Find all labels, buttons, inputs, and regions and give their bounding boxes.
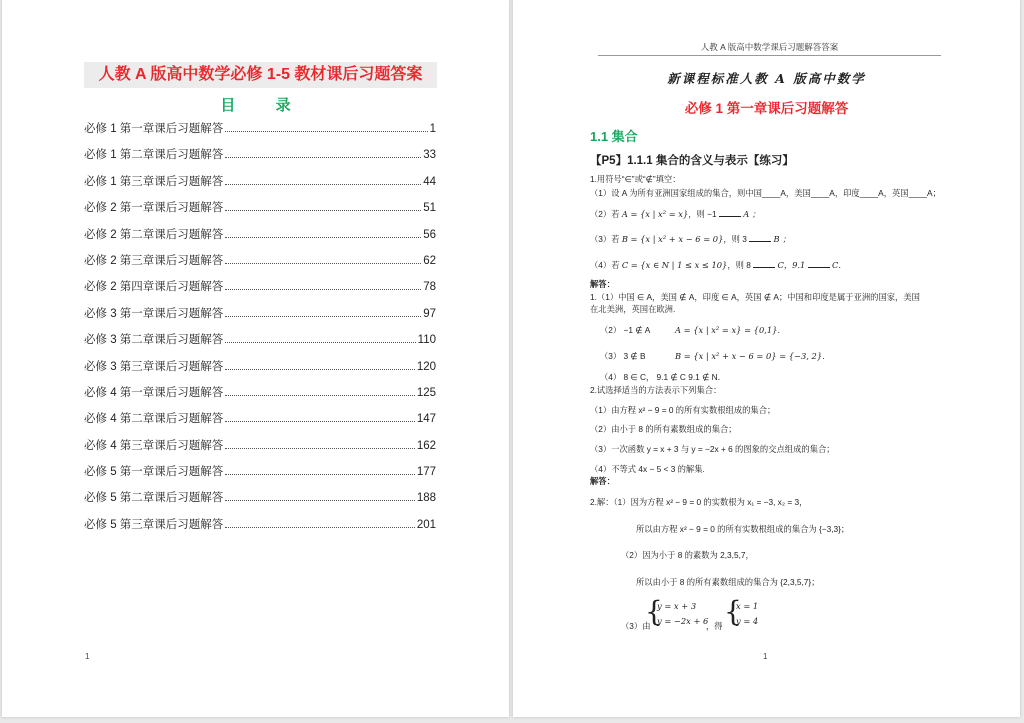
- q1-2-prefix: （2）若: [590, 209, 622, 219]
- toc-entry-page: 1: [429, 123, 436, 135]
- system-brace: {: [724, 595, 742, 628]
- toc-leader-dots: [225, 342, 415, 343]
- toc-entry-label: 必修 2 第三章课后习题解答: [84, 254, 224, 267]
- q1-3-prefix: （3）若: [590, 234, 622, 244]
- toc-leader-dots: [225, 527, 415, 528]
- toc-leader-dots: [225, 131, 427, 132]
- toc-entry-label: 必修 5 第一章课后习题解答: [84, 466, 224, 479]
- toc-leader-dots: [225, 263, 421, 264]
- toc-entry[interactable]: [84, 278, 436, 304]
- toc-entry-page: 162: [416, 439, 436, 452]
- toc-entry[interactable]: [84, 146, 436, 172]
- toc-entry[interactable]: [84, 173, 436, 199]
- toc-entry-label: 必修 3 第一章课后习题解答: [84, 307, 224, 320]
- lesson-heading: 【P5】1.1.1 集合的含义与表示【练习】: [590, 155, 794, 167]
- toc-entry[interactable]: [84, 437, 436, 463]
- answer-2-part-2-cont: 所以由小于 8 的所有素数组成的集合为 {2,3,5,7}；: [636, 577, 820, 587]
- q1-4-prefix: （4）若: [590, 260, 622, 270]
- toc-entry[interactable]: [84, 489, 436, 515]
- toc-entry-page: 62: [423, 254, 436, 267]
- toc-leader-dots: [225, 184, 421, 185]
- page-number: 1: [85, 652, 90, 661]
- question-1-part-2: [590, 208, 760, 220]
- toc-entry-page: 120: [416, 360, 436, 373]
- q1-4-end: C．: [831, 260, 847, 270]
- toc-entry-label: 必修 2 第四章课后习题解答: [84, 281, 224, 294]
- toc-entry-page: 110: [417, 334, 436, 347]
- toc-entry-page: 33: [423, 149, 436, 162]
- system-2-top: x = 1: [736, 601, 759, 611]
- toc-entry-label: 必修 5 第三章课后习题解答: [84, 518, 224, 531]
- section-heading: 1.1 集合: [590, 129, 638, 144]
- toc-leader-dots: [225, 157, 421, 158]
- toc-leader-dots: [225, 289, 421, 290]
- question-2-part-3: （3）一次函数 y = x + 3 与 y = −2x + 6 的图象的交点组成的集合；: [590, 444, 835, 454]
- toc-entry-page: 78: [423, 281, 436, 294]
- toc-entry-label: 必修 3 第二章课后习题解答: [84, 334, 224, 347]
- toc-leader-dots: [225, 395, 415, 396]
- toc-leader-dots: [225, 448, 415, 449]
- answer-2-part-1: 2.解：（1）因为方程 x² − 9 = 0 的实数根为 x₁ = −3, x₂ = 3，: [590, 497, 808, 507]
- toc-entry-page: 125: [416, 386, 436, 399]
- question-1-part-1: （1）设 A 为所有亚洲国家组成的集合，则中国____A，美国____A，印度____A，英国____A；: [590, 188, 941, 198]
- toc-entry[interactable]: [84, 410, 436, 436]
- system-1-top: y = x + 3: [657, 601, 697, 611]
- toc-entry-page: 97: [423, 307, 436, 320]
- q1-3-math: B = {x | x² + x − 6 = 0}: [621, 234, 724, 244]
- toc-entry-label: 必修 4 第一章课后习题解答: [84, 386, 224, 399]
- toc-entry-label: 必修 4 第二章课后习题解答: [84, 413, 224, 426]
- question-2-intro: 2.试选择适当的方法表示下列集合：: [590, 385, 722, 395]
- toc-entry-label: 必修 5 第二章课后习题解答: [84, 492, 224, 505]
- q1-4-mid: ，则 8: [727, 260, 751, 270]
- answer-label: 解答：: [590, 279, 615, 289]
- book-title: 人教 A 版高中数学必修 1-5 教材课后习题答案: [84, 62, 437, 88]
- toc-leader-dots: [225, 210, 421, 211]
- answer-2-part-2: （2）因为小于 8 的素数为 2,3,5,7，: [621, 550, 754, 560]
- answer-blank: [719, 208, 741, 217]
- question-2-part-1: （1）由方程 x² − 9 = 0 的所有实数根组成的集合；: [590, 405, 776, 415]
- toc-entry-label: 必修 1 第三章课后习题解答: [84, 175, 224, 188]
- question-1-part-3: [590, 233, 791, 245]
- answer-blank: [749, 233, 771, 242]
- toc-entry-label: 必修 3 第三章课后习题解答: [84, 360, 224, 373]
- answer-2-part-3-prefix: （3）由: [621, 621, 651, 631]
- toc-entry-page: 44: [423, 175, 436, 188]
- toc-entry-page: 201: [416, 518, 436, 531]
- chapter-title: 必修 1 第一章课后习题解答: [684, 101, 849, 116]
- answer-1-part-3a: （3） 3 ∉ B: [600, 351, 646, 361]
- answer-1-part-3b: B = {x | x² + x − 6 = 0} = {−3, 2}．: [675, 351, 831, 361]
- question-2-part-4: （4）不等式 4x − 5 < 3 的解集.: [590, 464, 705, 474]
- q1-3-mid: ，则 3: [723, 234, 747, 244]
- toc-heading: 目 录: [220, 97, 309, 114]
- toc-entry[interactable]: [84, 120, 436, 146]
- q1-2-mid: ，则 −1: [688, 209, 717, 219]
- toc-entry-label: 必修 1 第二章课后习题解答: [84, 149, 224, 162]
- q1-4-mid2: C，9.1: [777, 260, 806, 270]
- toc-entry-page: 147: [416, 413, 436, 426]
- toc-entry[interactable]: [84, 199, 436, 225]
- question-1-part-4: [590, 259, 847, 271]
- running-header: 人教 A 版高中数学课后习题解答答案: [598, 41, 941, 56]
- answer-1-part-1-cont: 在北美洲，英国在欧洲.: [590, 304, 676, 314]
- q1-4-math: C = {x ∈ N | 1 ≤ x ≤ 10}: [621, 260, 728, 270]
- toc-entry-label: 必修 2 第二章课后习题解答: [84, 228, 224, 241]
- toc-leader-dots: [225, 421, 415, 422]
- toc-entry[interactable]: [84, 226, 436, 252]
- toc-entry-page: 51: [423, 202, 436, 215]
- toc-entry-label: 必修 4 第三章课后习题解答: [84, 439, 224, 452]
- answer-2-part-3-mid: ，得: [706, 621, 723, 631]
- page-number: 1: [763, 652, 768, 661]
- toc-leader-dots: [225, 500, 415, 501]
- answer-1-part-2a: （2） −1 ∉ A: [600, 325, 651, 335]
- answer-label-2: 解答：: [590, 476, 615, 486]
- toc-leader-dots: [225, 474, 415, 475]
- toc-entry-label: 必修 2 第一章课后习题解答: [84, 202, 224, 215]
- toc-entry[interactable]: [84, 252, 436, 278]
- toc-entry[interactable]: [84, 384, 436, 410]
- toc-leader-dots: [225, 369, 415, 370]
- toc-leader-dots: [225, 237, 421, 238]
- q1-2-end: A ；: [743, 209, 761, 219]
- toc-entry[interactable]: [84, 516, 436, 542]
- answer-1-part-4: （4） 8 ∈ C， 9.1 ∉ C 9.1 ∉ N．: [600, 372, 726, 382]
- toc-entry[interactable]: [84, 331, 436, 357]
- toc-leader-dots: [225, 316, 421, 317]
- toc-entry-label: 必修 1 第一章课后习题解答: [84, 123, 224, 135]
- toc-entry-page: 188: [416, 492, 436, 505]
- q1-3-end: B ；: [773, 234, 791, 244]
- system-2-bottom: y = 4: [736, 616, 759, 626]
- right-page: [513, 0, 1020, 717]
- toc-entry[interactable]: [84, 463, 436, 489]
- table-of-contents: [84, 120, 436, 542]
- system-1-bottom: y = −2x + 6: [657, 616, 709, 626]
- toc-entry-page: 56: [423, 228, 436, 241]
- toc-entry[interactable]: [84, 358, 436, 384]
- question-1-intro: 1.用符号“∈”或“∉”填空：: [590, 174, 681, 184]
- question-2-part-2: （2）由小于 8 的所有素数组成的集合；: [590, 424, 737, 434]
- q1-2-math: A = {x | x² = x}: [621, 209, 689, 219]
- answer-blank: [808, 259, 830, 268]
- toc-entry-page: 177: [416, 466, 436, 479]
- answer-2-part-1-cont: 所以由方程 x² − 9 = 0 的所有实数根组成的集合为 {−3,3}；: [636, 524, 850, 534]
- answer-1-part-2b: A = {x | x² = x} = {0,1}．: [675, 325, 786, 335]
- toc-entry[interactable]: [84, 305, 436, 331]
- left-page: [2, 0, 509, 717]
- answer-blank: [753, 259, 775, 268]
- system-brace: {: [645, 595, 663, 628]
- answer-1-part-1: 1.（1）中国 ∈ A，美国 ∉ A，印度 ∈ A，英国 ∉ A；中国和印度是属于亚洲的国家，美国: [590, 292, 920, 302]
- brand-title: 新课程标准人教 A 版高中数学: [667, 71, 866, 86]
